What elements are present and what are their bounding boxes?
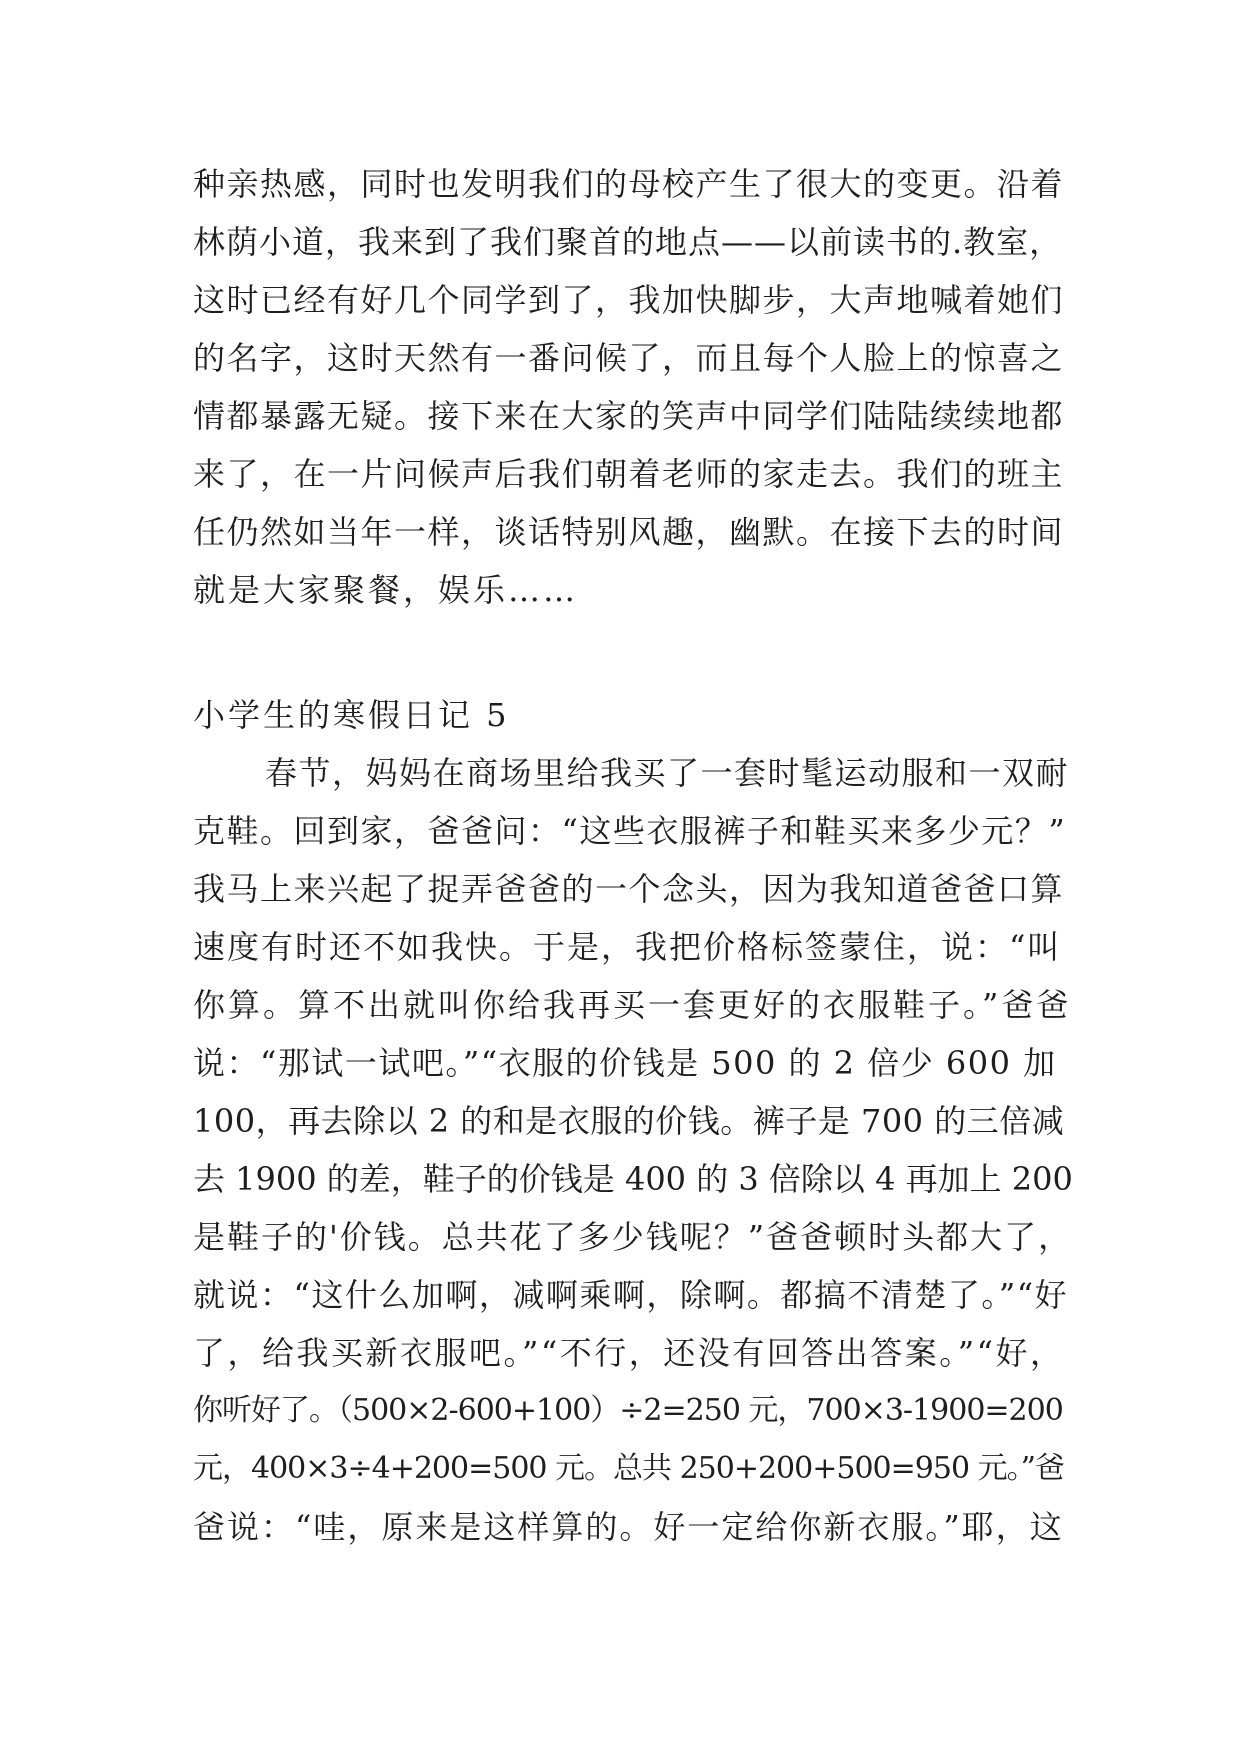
paragraph-line: 任仍然如当年一样，谈话特别风趣，幽默。在接下去的时间 (193, 513, 1065, 551)
paragraph-line: 情都暴露无疑。接下来在大家的笑声中同学们陆陆续续地都 (193, 397, 1065, 435)
paragraph-line: 元，400×3÷4+200=500 元。总共 250+200+500=950 元。”爸 (193, 1451, 1064, 1486)
paragraph-line: 了，给我买新衣服吧。”“不行，还没有回答出答案。”“好， (193, 1334, 1065, 1372)
paragraph-line: 去 1900 的差，鞋子的价钱是 400 的 3 倍除以 4 再加上 200 (193, 1160, 1073, 1198)
paragraph-line: 来了，在一片问候声后我们朝着老师的家走去。我们的班主 (193, 455, 1065, 493)
paragraph-line: 我马上来兴起了捉弄爸爸的一个念头，因为我知道爸爸口算 (193, 870, 1065, 908)
paragraph-line: 种亲热感，同时也发明我们的母校产生了很大的变更。沿着 (193, 165, 1065, 203)
paragraph-line: 你听好了。（500×2-600+100）÷2=250 元，700×3-1900=200 (193, 1393, 1063, 1428)
paragraph-line: 这时已经有好几个同学到了，我加快脚步，大声地喊着她们 (193, 281, 1065, 319)
paragraph-line: 春节，妈妈在商场里给我买了一套时髦运动服和一双耐 (265, 754, 1070, 792)
paragraph-line: 就是大家聚餐，娱乐…… (193, 571, 579, 609)
paragraph-line: 爸说：“哇，原来是这样算的。好一定给你新衣服。”耶，这 (193, 1508, 1064, 1546)
paragraph-line: 是鞋子的'价钱。总共花了多少钱呢？”爸爸顿时头都大了， (193, 1218, 1073, 1256)
paragraph-line: 速度有时还不如我快。于是，我把价格标签蒙住，说：“叫 (193, 928, 1062, 966)
paragraph-line: 100，再去除以 2 的和是衣服的价钱。裤子是 700 的三倍减 (193, 1102, 1065, 1140)
diary-paragraph (193, 744, 1073, 1556)
paragraph-line: 说：“那试一试吧。”“衣服的价钱是 500 的 2 倍少 600 加 (193, 1044, 1057, 1082)
paragraph-line: 就说：“这什么加啊，减啊乘啊，除啊。都搞不清楚了。”“好 (193, 1276, 1069, 1314)
section-heading (193, 686, 1073, 744)
continuation-paragraph (193, 155, 1073, 619)
paragraph-line: 克鞋。回到家，爸爸问：“这些衣服裤子和鞋买来多少元？” (193, 812, 1067, 850)
section-title: 小学生的寒假日记 5 (193, 696, 510, 734)
paragraph-line: 你算。算不出就叫你给我再买一套更好的衣服鞋子。”爸爸 (193, 986, 1072, 1024)
paragraph-line: 林荫小道，我来到了我们聚首的地点——以前读书的.教室， (193, 223, 1063, 261)
paragraph-line: 的名字，这时天然有一番问候了，而且每个人脸上的惊喜之 (193, 339, 1065, 377)
